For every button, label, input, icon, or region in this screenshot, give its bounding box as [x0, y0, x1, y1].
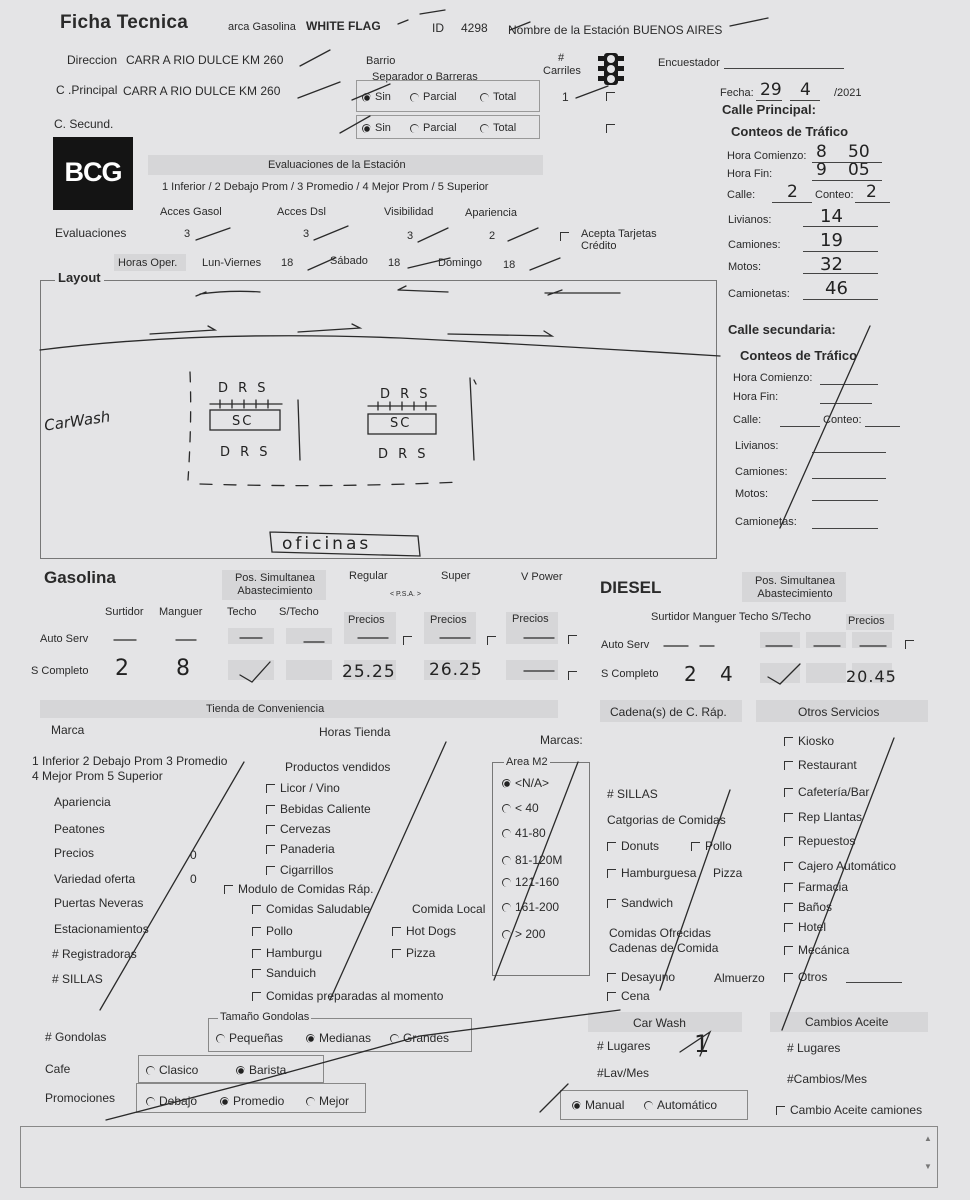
- sep1-total[interactable]: Total: [480, 91, 516, 103]
- form-title: Ficha Tecnica: [60, 12, 189, 33]
- comidas-preparadas[interactable]: Comidas preparadas al momento: [252, 989, 443, 1003]
- carriles-label: # Carriles: [543, 52, 581, 77]
- eval-v4: 2: [489, 230, 496, 242]
- layout-sc-2: SC: [390, 416, 412, 431]
- separador-label: Separador o Barreras: [372, 71, 478, 83]
- eval-v2: 3: [303, 228, 310, 240]
- tarjetas-label: Acepta Tarjetas Crédito: [581, 228, 657, 252]
- tienda-hamburgu[interactable]: Hamburgu: [252, 946, 322, 960]
- tienda-row-apariencia: Apariencia: [54, 795, 111, 809]
- otros-servicio-4[interactable]: Repuestos: [784, 834, 855, 848]
- diesel-col-headers: Surtidor Manguer Techo S/Techo: [651, 611, 811, 623]
- otros-servicio-3[interactable]: Rep Llantas: [784, 810, 862, 824]
- gas-techo-header: Techo: [227, 606, 257, 618]
- marca-value: WHITE FLAG: [306, 19, 381, 33]
- domingo-label: Domingo: [438, 257, 483, 269]
- ts-hora-fin-label: Hora Fin:: [733, 391, 779, 403]
- cadena-cena[interactable]: Cena: [607, 989, 650, 1003]
- modulo-comidas[interactable]: Modulo de Comidas Ráp.: [224, 882, 373, 896]
- tp-conteo-label: Conteo:: [815, 189, 854, 201]
- tienda-row-variedad-oferta: Variedad oferta: [54, 872, 136, 886]
- sabado-value: 18: [388, 257, 401, 269]
- layout-drs-3: D R S: [380, 387, 431, 402]
- gas-super-price: 26.25: [429, 660, 483, 680]
- producto-4[interactable]: Cigarrillos: [266, 863, 333, 877]
- diesel-s-completo-label: S Completo: [601, 668, 659, 680]
- estacion-value: BUENOS AIRES: [633, 23, 723, 37]
- conteos-secundaria-title: Conteos de Tráfico: [740, 348, 858, 363]
- cafe-clasico[interactable]: Clasico: [146, 1063, 198, 1077]
- acces-gasol-label: Acces Gasol: [160, 206, 222, 218]
- aceite-camiones[interactable]: Cambio Aceite camiones: [776, 1103, 922, 1117]
- area-option-6[interactable]: > 200: [502, 927, 545, 941]
- domingo-value: 18: [503, 259, 516, 271]
- id-label: ID: [432, 21, 444, 35]
- otros-servicio-7[interactable]: Baños: [784, 900, 832, 914]
- tienda-variedad-value: 0: [190, 872, 197, 886]
- tp-camionetas-value: 46: [825, 278, 848, 299]
- carriles-value: 1: [562, 90, 569, 104]
- eval-v3: 3: [407, 230, 414, 242]
- cafe-barista[interactable]: Barista: [236, 1063, 286, 1077]
- aceite-title: Cambios Aceite: [805, 1015, 889, 1029]
- tienda-row-estacionamientos: Estacionamientos: [54, 922, 149, 936]
- id-value: 4298: [461, 21, 488, 35]
- tienda-scale-2: 4 Mejor Prom 5 Superior: [32, 769, 163, 783]
- otros-servicio-5[interactable]: Cajero Automático: [784, 859, 896, 873]
- cadena-ofrecidas: Comidas Ofrecidas: [609, 926, 712, 940]
- ts-livianos-label: Livianos:: [735, 440, 779, 452]
- cadena-sillas: # SILLAS: [607, 787, 658, 801]
- tp-livianos-value: 14: [820, 206, 843, 227]
- tp-hora-fin-m: 05: [848, 160, 870, 180]
- cadena-cadenas: Cadenas de Comida: [609, 941, 719, 955]
- tienda-pizza[interactable]: Pizza: [392, 946, 435, 960]
- tienda-sanduich[interactable]: Sanduich: [252, 966, 316, 980]
- tienda-marca-label: Marca: [51, 723, 85, 737]
- ts-conteo-label: Conteo:: [823, 414, 862, 426]
- comidas-saludable[interactable]: Comidas Saludable: [252, 902, 370, 916]
- area-option-5[interactable]: 161-200: [502, 900, 559, 914]
- layout-carwash: CarWash: [43, 407, 112, 435]
- gondola-medianas[interactable]: Medianas: [306, 1031, 371, 1045]
- tp-camiones-value: 19: [820, 230, 843, 251]
- carwash-lavmes-label: #Lav/Mes: [597, 1066, 650, 1080]
- gas-surtidor-header: Surtidor: [105, 606, 144, 618]
- direccion-value: CARR A RIO DULCE KM 260: [126, 53, 284, 67]
- carwash-automatico[interactable]: Automático: [644, 1098, 717, 1112]
- tp-camiones-label: Camiones:: [728, 239, 781, 251]
- apariencia-label: Apariencia: [465, 207, 517, 219]
- cadena-pizza: Pizza: [713, 866, 743, 880]
- diesel-title: DIESEL: [600, 578, 662, 597]
- gondolas-label: # Gondolas: [45, 1030, 107, 1044]
- tp-motos-value: 32: [820, 254, 843, 275]
- sep2-parcial[interactable]: Parcial: [410, 122, 457, 134]
- gas-sc-manguer: 8: [176, 656, 190, 681]
- cadena-title: Cadena(s) de C. Ráp.: [610, 705, 727, 719]
- tienda-row-precios: Precios: [54, 846, 95, 860]
- promo-debajo[interactable]: Debajo: [146, 1094, 197, 1108]
- conteos-principal-title: Conteos de Tráfico: [731, 124, 849, 139]
- gasolina-title: Gasolina: [44, 568, 116, 587]
- cprincipal-value: CARR A RIO DULCE KM 260: [123, 84, 281, 98]
- gas-psa: < P.S.A. >: [390, 591, 422, 598]
- tp-hora-comienzo-label: Hora Comienzo:: [727, 150, 807, 162]
- sep2-total[interactable]: Total: [480, 122, 516, 134]
- tp-camionetas-label: Camionetas:: [728, 288, 790, 300]
- diesel-precios-label: Precios: [848, 615, 885, 627]
- producto-2[interactable]: Cervezas: [266, 822, 331, 836]
- cadena-donuts[interactable]: Donuts: [607, 839, 659, 853]
- tienda-row-peatones: Peatones: [54, 822, 105, 836]
- otros-servicio-2[interactable]: Cafetería/Bar: [784, 785, 869, 799]
- promo-mejor[interactable]: Mejor: [306, 1094, 349, 1108]
- scroll-down-icon[interactable]: ▼: [924, 1162, 932, 1171]
- tp-hora-fin-h: 9: [816, 160, 827, 180]
- sep2-sin[interactable]: Sin: [362, 122, 391, 134]
- ts-hora-comienzo-label: Hora Comienzo:: [733, 372, 813, 384]
- lunvie-label: Lun-Viernes: [202, 257, 262, 269]
- cadena-almuerzo: Almuerzo: [714, 971, 765, 985]
- carwash-lugares-value: 1: [694, 1030, 710, 1058]
- cafe-label: Cafe: [45, 1062, 71, 1076]
- area-option-2[interactable]: 41-80: [502, 826, 546, 840]
- eval-v1: 3: [184, 228, 191, 240]
- tienda-row-sillas: # SILLAS: [52, 972, 103, 986]
- tp-livianos-label: Livianos:: [728, 214, 772, 226]
- producto-1[interactable]: Bebidas Caliente: [266, 802, 371, 816]
- gas-vpower-label: V Power: [521, 571, 563, 583]
- cadena-hamburguesa[interactable]: Hamburguesa: [607, 866, 696, 880]
- area-option-0[interactable]: <N/A>: [502, 776, 549, 790]
- cadena-sandwich[interactable]: Sandwich: [607, 896, 673, 910]
- producto-3[interactable]: Panaderia: [266, 842, 335, 856]
- layout-drs-1: D R S: [218, 381, 269, 396]
- tp-hora-comienzo-h: 8: [816, 142, 827, 162]
- gas-regular-label: Regular: [349, 570, 388, 582]
- lunvie-value: 18: [281, 257, 294, 269]
- tienda-scale-1: 1 Inferior 2 Debajo Prom 3 Promedio: [32, 754, 228, 768]
- otros-servicio-6[interactable]: Farmacia: [784, 880, 848, 894]
- gas-precios-vpower: Precios: [512, 613, 549, 625]
- tienda-row-registradoras: # Registradoras: [52, 947, 137, 961]
- layout-sc-1: SC: [232, 414, 254, 429]
- tienda-marcas-label: Marcas:: [540, 733, 583, 747]
- tp-motos-label: Motos:: [728, 261, 762, 273]
- aceite-cambios-mes-label: #Cambios/Mes: [787, 1072, 868, 1086]
- tienda-pollo[interactable]: Pollo: [252, 924, 293, 938]
- cadena-pollo[interactable]: Pollo: [691, 839, 732, 853]
- tienda-row-puertas-neveras: Puertas Neveras: [54, 896, 144, 910]
- fecha-month: 4: [800, 80, 811, 100]
- fecha-label: Fecha:: [720, 87, 754, 99]
- cadena-categorias: Catgorias de Comidas: [607, 813, 726, 827]
- comida-local-label: Comida Local: [412, 902, 486, 916]
- cprincipal-label: C .Principal: [56, 83, 118, 97]
- barrio-label: Barrio: [366, 55, 396, 67]
- diesel-sc-surtidor: 2: [684, 662, 697, 686]
- gas-sc-surtidor: 2: [115, 656, 129, 681]
- evaluaciones-row-label: Evaluaciones: [55, 226, 127, 240]
- tp-calle-label: Calle:: [727, 189, 756, 201]
- visibilidad-label: Visibilidad: [384, 206, 434, 218]
- area-option-3[interactable]: 81-120M: [502, 853, 562, 867]
- gondola-pequenas[interactable]: Pequeñas: [216, 1031, 283, 1045]
- layout-oficinas: oficinas: [282, 534, 372, 554]
- gas-s-completo-label: S Completo: [31, 665, 89, 677]
- eval-scale: 1 Inferior / 2 Debajo Prom / 3 Promedio / 4 Mejor Prom / 5 Superior: [162, 181, 489, 193]
- diesel-price: 20.45: [846, 667, 897, 686]
- sep1-parcial[interactable]: Parcial: [410, 91, 457, 103]
- direccion-label: Direccion: [67, 53, 118, 67]
- gas-super-label: Super: [441, 570, 471, 582]
- scroll-up-icon[interactable]: ▲: [924, 1134, 932, 1143]
- tp-calle-value: 2: [787, 182, 798, 202]
- tp-hora-comienzo-m: 50: [848, 142, 870, 162]
- otros-servicio-10[interactable]: Otros: [784, 970, 827, 984]
- otros-servicio-0[interactable]: Kiosko: [784, 734, 834, 748]
- tamano-gondolas: Tamaño Gondolas: [220, 1011, 310, 1023]
- ts-calle-label: Calle:: [733, 414, 762, 426]
- gas-regular-price: 25.25: [342, 662, 396, 682]
- carwash-manual[interactable]: Manual: [572, 1098, 624, 1112]
- diesel-pos-sim: Pos. Simultanea Abastecimiento: [754, 575, 836, 600]
- ts-camiones-label: Camiones:: [735, 466, 788, 478]
- tp-conteo-value: 2: [866, 182, 877, 202]
- tienda-title: Tienda de Conveniencia: [206, 703, 325, 715]
- horas-oper-label: Horas Oper.: [118, 257, 178, 269]
- otros-servicio-9[interactable]: Mecánica: [784, 943, 849, 957]
- layout-drs-4: D R S: [378, 447, 429, 462]
- csecund-label: C. Secund.: [54, 117, 114, 131]
- acces-dsl-label: Acces Dsl: [277, 206, 326, 218]
- encuestador-label: Encuestador: [658, 57, 720, 69]
- promo-promedio[interactable]: Promedio: [220, 1094, 284, 1108]
- otros-title: Otros Servicios: [798, 705, 880, 719]
- area-m2-title: Area M2: [506, 756, 548, 768]
- carwash-title: Car Wash: [633, 1016, 686, 1030]
- estacion-label: Nombre de la Estación: [508, 23, 630, 37]
- ts-motos-label: Motos:: [735, 488, 769, 500]
- gas-precios-super: Precios: [430, 614, 467, 626]
- calle-principal-title: Calle Principal:: [722, 102, 816, 117]
- otros-servicio-1[interactable]: Restaurant: [784, 758, 857, 772]
- otros-servicio-8[interactable]: Hotel: [784, 920, 826, 934]
- tienda-hot-dogs[interactable]: Hot Dogs: [392, 924, 456, 938]
- layout-title: Layout: [55, 270, 104, 285]
- layout-drs-2: D R S: [220, 445, 271, 460]
- tienda-horas-label: Horas Tienda: [319, 725, 391, 739]
- evaluaciones-title: Evaluaciones de la Estación: [268, 159, 406, 171]
- gondola-grandes[interactable]: Grandes: [390, 1031, 449, 1045]
- tp-hora-fin-label: Hora Fin:: [727, 168, 773, 180]
- sep1-sin[interactable]: Sin: [362, 91, 391, 103]
- area-option-4[interactable]: 121-160: [502, 875, 559, 889]
- producto-0[interactable]: Licor / Vino: [266, 781, 340, 795]
- gas-auto-serv-label: Auto Serv: [40, 633, 89, 645]
- diesel-auto-serv-label: Auto Serv: [601, 639, 650, 651]
- gas-manguer-header: Manguer: [159, 606, 203, 618]
- gas-precios-regular: Precios: [348, 614, 385, 626]
- diesel-sc-manguer: 4: [720, 662, 733, 686]
- cadena-desayuno[interactable]: Desayuno: [607, 970, 675, 984]
- gas-pos-sim: Pos. Simultanea Abastecimiento: [234, 572, 316, 597]
- aceite-lugares-label: # Lugares: [787, 1041, 841, 1055]
- fecha-year: /2021: [834, 87, 862, 99]
- calle-secundaria-title: Calle secundaria:: [728, 322, 836, 337]
- bcg-logo: BCG: [53, 137, 133, 210]
- ts-camionetas-label: Camionetas:: [735, 516, 797, 528]
- tienda-precios-value: 0: [190, 848, 197, 862]
- productos-title: Productos vendidos: [285, 760, 391, 774]
- area-option-1[interactable]: < 40: [502, 801, 539, 815]
- gas-stecho-header: S/Techo: [279, 606, 319, 618]
- fecha-day: 29: [760, 80, 782, 100]
- carwash-lugares-label: # Lugares: [597, 1039, 651, 1053]
- promociones-label: Promociones: [45, 1091, 116, 1105]
- marca-label: arca Gasolina: [228, 21, 296, 33]
- sabado-label: Sábado: [330, 255, 368, 267]
